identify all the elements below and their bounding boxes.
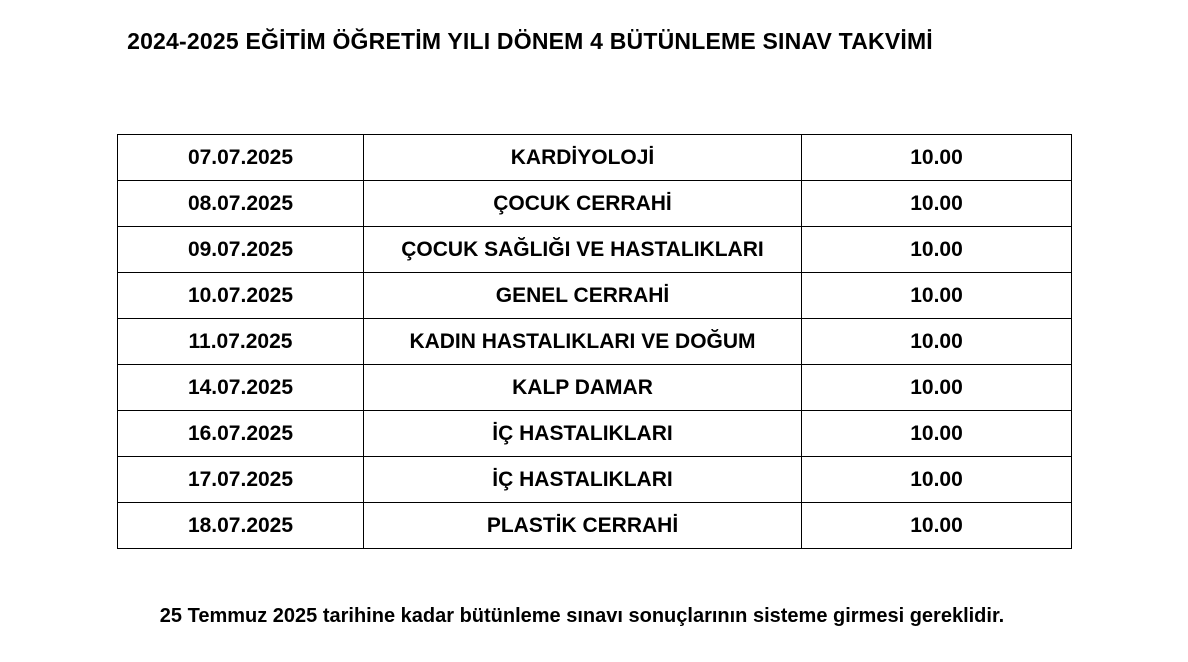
page-title: 2024-2025 EĞİTİM ÖĞRETİM YILI DÖNEM 4 BÜTÜNLEME SINAV TAKVİMİ	[127, 28, 933, 54]
table-row	[118, 365, 1072, 411]
cell-branch: KALP DAMAR	[364, 365, 802, 411]
cell-time: 10.00	[802, 135, 1072, 181]
table-row	[118, 227, 1072, 273]
cell-branch: ÇOCUK CERRAHİ	[364, 181, 802, 227]
cell-branch: KADIN HASTALIKLARI VE DOĞUM	[364, 319, 802, 365]
cell-date: 16.07.2025	[118, 411, 364, 457]
cell-branch: KARDİYOLOJİ	[364, 135, 802, 181]
cell-date: 07.07.2025	[118, 135, 364, 181]
cell-branch: GENEL CERRAHİ	[364, 273, 802, 319]
cell-time: 10.00	[802, 181, 1072, 227]
cell-date: 09.07.2025	[118, 227, 364, 273]
footer-note: 25 Temmuz 2025 tarihine kadar bütünleme sınavı sonuçlarının sisteme girmesi gereklidir.	[159, 605, 1005, 627]
cell-branch: İÇ HASTALIKLARI	[364, 457, 802, 503]
cell-time: 10.00	[802, 227, 1072, 273]
cell-date: 18.07.2025	[118, 503, 364, 549]
cell-time: 10.00	[802, 411, 1072, 457]
table-row	[118, 273, 1072, 319]
cell-time: 10.00	[802, 457, 1072, 503]
table-row	[118, 319, 1072, 365]
cell-date: 11.07.2025	[118, 319, 364, 365]
table-row	[118, 135, 1072, 181]
cell-time: 10.00	[802, 503, 1072, 549]
cell-time: 10.00	[802, 319, 1072, 365]
cell-time: 10.00	[802, 365, 1072, 411]
cell-branch: PLASTİK CERRAHİ	[364, 503, 802, 549]
cell-branch: ÇOCUK SAĞLIĞI VE HASTALIKLARI	[364, 227, 802, 273]
cell-branch: İÇ HASTALIKLARI	[364, 411, 802, 457]
cell-date: 10.07.2025	[118, 273, 364, 319]
exam-schedule-body	[118, 135, 1072, 549]
cell-date: 17.07.2025	[118, 457, 364, 503]
cell-date: 08.07.2025	[118, 181, 364, 227]
exam-schedule-table	[117, 134, 1072, 549]
cell-date: 14.07.2025	[118, 365, 364, 411]
table-row	[118, 181, 1072, 227]
table-row	[118, 457, 1072, 503]
cell-time: 10.00	[802, 273, 1072, 319]
table-row	[118, 411, 1072, 457]
table-row	[118, 503, 1072, 549]
